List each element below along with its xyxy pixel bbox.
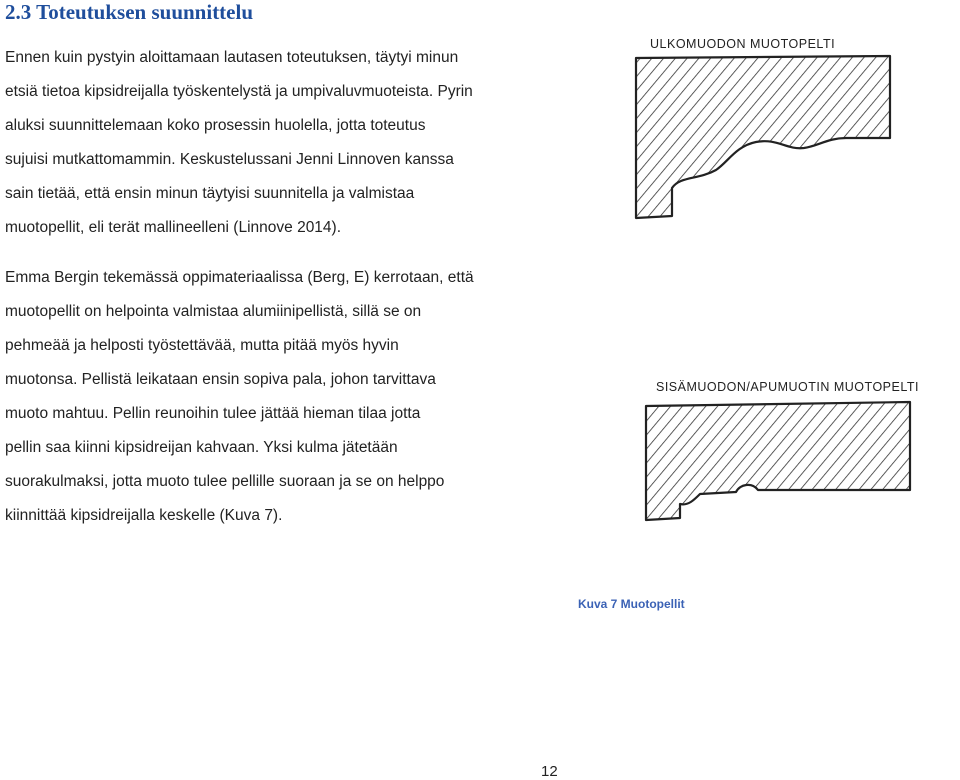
paragraph-line: pellin saa kiinni kipsidreijan kahvaan. Yksi kulma jätetään bbox=[5, 439, 398, 456]
paragraph-line: muotonsa. Pellistä leikataan ensin sopiva pala, johon tarvittava bbox=[5, 371, 436, 388]
paragraph-line: Emma Bergin tekemässä oppimateriaalissa (Berg, E) kerrotaan, että bbox=[5, 269, 474, 286]
paragraph-line: sain tietää, että ensin minun täytyisi suunnitella ja valmistaa bbox=[5, 185, 415, 202]
paragraph-line: suorakulmaksi, jotta muoto tulee pellille suoraan ja se on helppo bbox=[5, 473, 445, 490]
inner-template-sketch bbox=[640, 372, 960, 542]
figure-label: SISÄMUODON/APUMUOTIN MUOTOPELTI bbox=[656, 380, 919, 394]
figure-caption: Kuva 7 Muotopellit bbox=[578, 597, 685, 611]
paragraph-line: muotopellit, eli terät mallineelleni (Linnove 2014). bbox=[5, 219, 342, 236]
paragraph-line: sujuisi mutkattomammin. Keskustelussani Jenni Linnoven kanssa bbox=[5, 151, 454, 168]
paragraph-line: pehmeää ja helposti työstettävää, mutta pitää myös hyvin bbox=[5, 337, 399, 354]
paragraph-line: kiinnittää kipsidreijalla keskelle (Kuva 7). bbox=[5, 507, 283, 524]
paragraph-1 bbox=[5, 41, 545, 245]
paragraph-line: muotopellit on helpointa valmistaa alumiinipellistä, sillä se on bbox=[5, 303, 422, 320]
paragraph-2 bbox=[5, 261, 545, 533]
paragraph-line: Ennen kuin pystyin aloittamaan lautasen toteutuksen, täytyi minun bbox=[5, 49, 459, 66]
section-heading: 2.3 Toteutuksen suunnittelu bbox=[5, 0, 254, 24]
page-number: 12 bbox=[541, 763, 558, 780]
outer-template-sketch bbox=[628, 30, 948, 230]
paragraph-line: muoto mahtuu. Pellin reunoihin tulee jättää hieman tilaa jotta bbox=[5, 405, 421, 422]
paragraph-line: aluksi suunnittelemaan koko prosessin huolella, jotta toteutus bbox=[5, 117, 426, 134]
paragraph-line: etsiä tietoa kipsidreijalla työskentelystä ja umpivaluvmuoteista. Pyrin bbox=[5, 83, 473, 100]
figure-label: ULKOMUODON MUOTOPELTI bbox=[650, 37, 836, 51]
